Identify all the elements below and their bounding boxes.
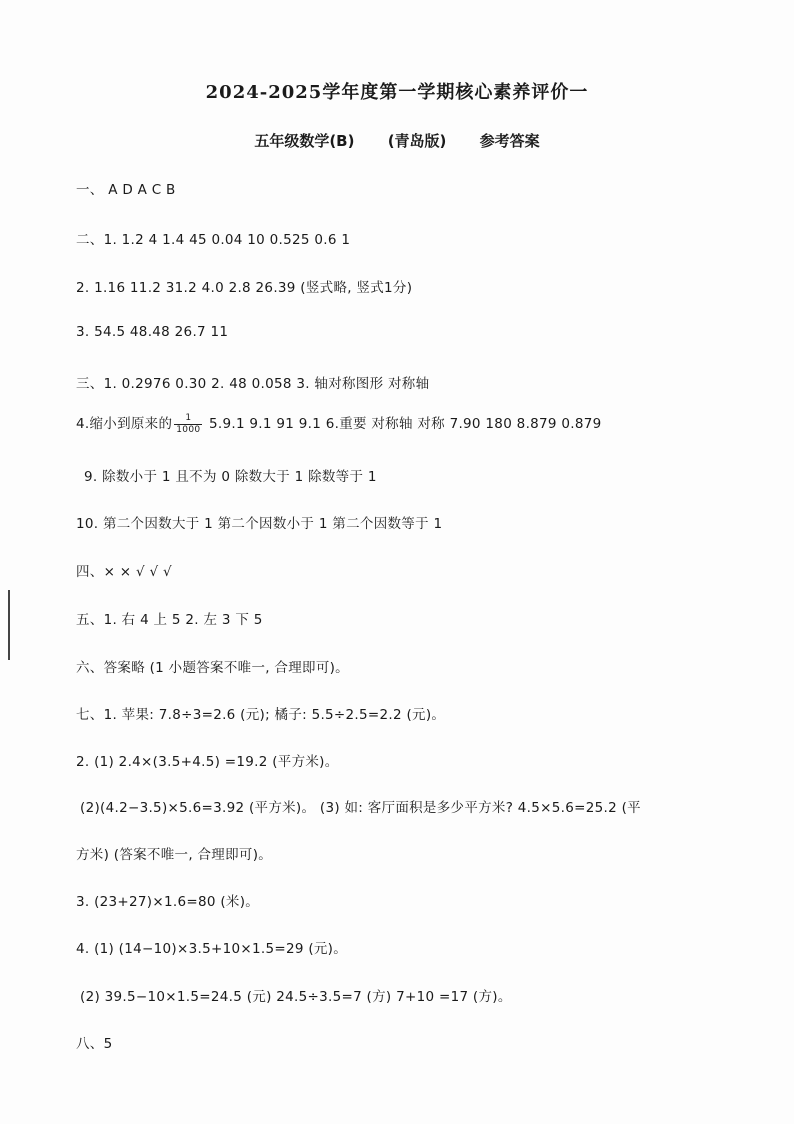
page-title: 2024-2025学年度第一学期核心素养评价一	[205, 82, 589, 103]
answer-section-3-q1: 三、1. 0.2976 0.30 2. 48 0.058 3. 轴对称图形 对称轴	[76, 376, 430, 392]
answer-section-7-q2-continued: 方米) (答案不唯一, 合理即可)。	[76, 847, 273, 863]
answer-section-4: 四、× × √ √ √	[76, 564, 172, 580]
answer-section-7-q3: 3. (23+27)×1.6=80 (米)。	[76, 894, 260, 910]
subtitle-grade-subject: 五年级数学(B)	[254, 132, 355, 150]
scan-edge-mark	[8, 590, 10, 660]
answer-section-8: 八、5	[76, 1036, 113, 1052]
page-subtitle	[0, 130, 794, 151]
answer-section-1: 一、 A D A C B	[76, 182, 176, 198]
answer-section-2-q1: 二、1. 1.2 4 1.4 45 0.04 10 0.525 0.6 1	[76, 232, 351, 248]
answer-section-7-q4-2: (2) 39.5−10×1.5=24.5 (元) 24.5÷3.5=7 (方) 7+10 =17 (方)。	[80, 989, 512, 1005]
answer-section-7-q4-1: 4. (1) (14−10)×3.5+10×1.5=29 (元)。	[76, 941, 348, 957]
answer-section-7-q2-1: 2. (1) 2.4×(3.5+4.5) =19.2 (平方米)。	[76, 754, 339, 770]
subtitle-edition: (青岛版)	[387, 132, 447, 150]
answer-section-6: 六、答案略 (1 小题答案不唯一, 合理即可)。	[76, 660, 349, 676]
fraction-numerator: 1	[174, 413, 202, 425]
answer-section-3-q4	[76, 412, 602, 436]
answer-section-7-q1: 七、1. 苹果: 7.8÷3=2.6 (元); 橘子: 5.5÷2.5=2.2 (元)。	[76, 707, 446, 723]
answer-section-5: 五、1. 右 4 上 5 2. 左 3 下 5	[76, 612, 263, 628]
q4-prefix: 4.缩小到原来的	[76, 416, 173, 432]
fraction	[174, 413, 202, 436]
answer-section-2-q2: 2. 1.16 11.2 31.2 4.0 2.8 26.39 (竖式略, 竖式1分)	[76, 280, 413, 296]
answer-section-3-q10: 10. 第二个因数大于 1 第二个因数小于 1 第二个因数等于 1	[76, 516, 443, 532]
subtitle-answer-key: 参考答案	[479, 132, 540, 150]
answer-section-7-q2-2: (2)(4.2−3.5)×5.6=3.92 (平方米)。 (3) 如: 客厅面积是多少平方米? 4.5×5.6=25.2 (平	[80, 800, 641, 816]
answer-section-3-q9: 9. 除数小于 1 且不为 0 除数大于 1 除数等于 1	[84, 469, 377, 485]
fraction-denominator: 1000	[176, 424, 201, 435]
answer-section-2-q3: 3. 54.5 48.48 26.7 11	[76, 324, 229, 340]
q4-suffix: 5.9.1 9.1 91 9.1 6.重要 对称轴 对称 7.90 180 8.879 0.879	[204, 416, 602, 432]
